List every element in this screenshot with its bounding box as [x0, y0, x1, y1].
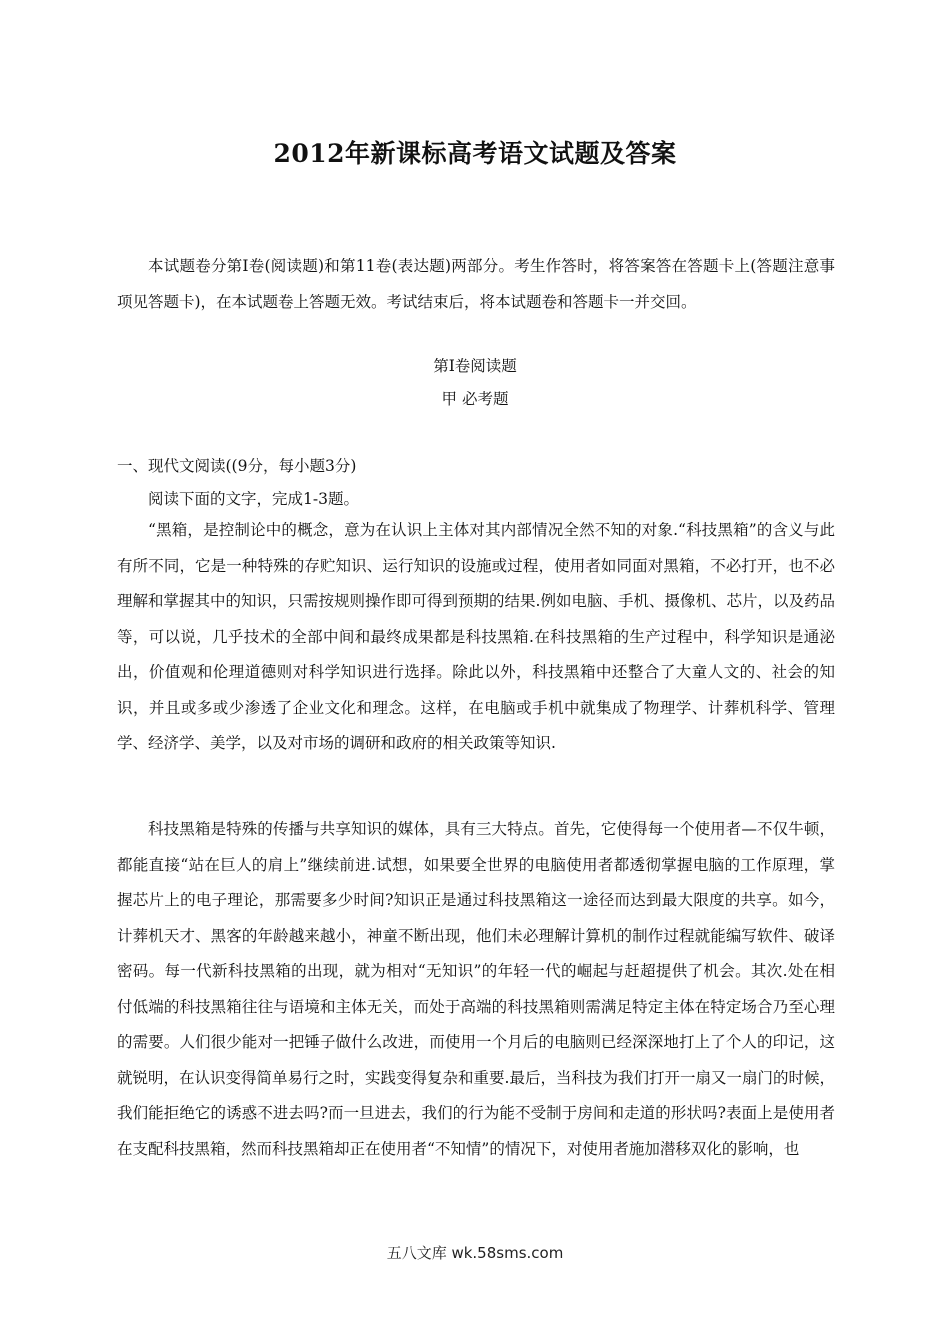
- volume-title: 第Ⅰ卷阅读题: [433, 357, 517, 375]
- section-heading: 一、现代文阅读((9分，每小题3分): [117, 457, 357, 475]
- document-title: 2012年新课标高考语文试题及答案: [273, 139, 677, 168]
- body-paragraph-1: “黑箱，是控制论中的概念，意为在认识上主体对其内部情况全然不知的对象.“科技黑箱”的含义与此有所不同，它是一种特殊的存贮知识、运行知识的设施或过程，使用者如同面对黑箱，不必打开，也不必理解和掌握其中的知识，只需按规则操作即可得到预期的结果.例如电脑、手机、摄像机、芯片，以及药品等，可以说，几乎技术的全部中间和最终成果都是科技黑箱.在科技黑箱的生产过程中，科学知识是通泌出，价值观和伦理道德则对科学知识进行选择。除此以外，科技黑箱中还整合了大童人文的、社会的知识，并且或多或少渗透了企业文化和理念。这样，在电脑或手机中就集成了物理学、计葬机科学、管理学、经济学、美学，以及对市场的调研和政府的相关政策等知识.: [117, 521, 835, 752]
- footer-watermark: 五八文库 wk.58sms.com: [386, 1244, 564, 1262]
- body-paragraph-2: 科技黑箱是特殊的传播与共享知识的媒体，具有三大特点。首先，它使得每一个使用者—不仅牛顿，都能直接“站在巨人的肩上”继续前进.试想，如果要全世界的电脑使用者都透彻掌握电脑的工作原理，掌握芯片上的电子理论，那需要多少时间?知识正是通过科技黑箱这一途径而达到最大限度的共享。如今，计葬机天才、黑客的年龄越来越小，神童不断出现，他们未必理解计算机的制作过程就能编写软件、破译密码。每一代新科技黑箱的出现，就为相对“无知识”的年轻一代的崛起与赶超提供了机会。其次.处在相付低端的科技黑箱往往与语境和主体无关，而处于高端的科技黑箱则需满足特定主体在特定场合乃至心理的需要。人们很少能对一把锤子做什么改进，而使用一个月后的电脑则已经深深地打上了个人的印记，这就锐明，在认识变得简单易行之时，实践变得复杂和重要.最后，当科技为我们打开一扇又一扇门的时候，我们能拒绝它的诱惑不进去吗?而一旦进去，我们的行为能不受制于房间和走道的形状吗?表面上是使用者在支配科技黑箱，然而科技黑箱却正在使用者“不知情”的情况下，对使用者施加潜移双化的影响，也: [117, 820, 835, 1158]
- intro-paragraph: 本试题卷分第Ⅰ卷(阅读题)和第11卷(表达题)两部分。考生作答时，将答案答在答题卡上(答题注意事项见答题卡)，在本试题卷上答题无效。考试结束后，将本试题卷和答题卡一并交回。: [117, 257, 835, 311]
- reading-instruction: 阅读下面的文字，完成1-3题。: [148, 490, 359, 508]
- subsection-title: 甲 必考题: [441, 390, 509, 408]
